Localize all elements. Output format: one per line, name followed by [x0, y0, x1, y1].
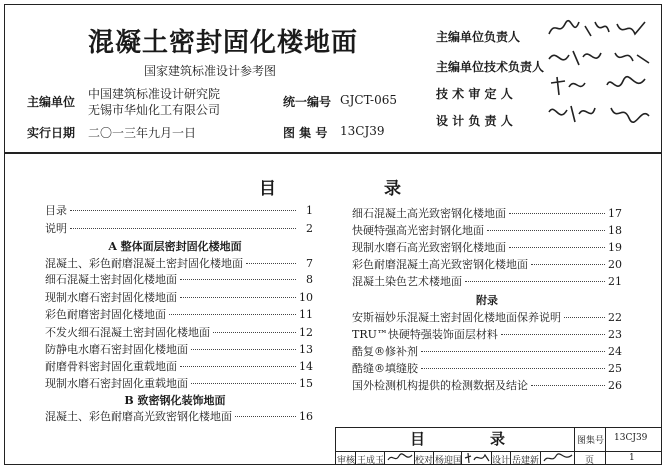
signature-4 [545, 100, 655, 128]
atlas-value: 13CJ39 [340, 124, 385, 138]
title-block-title-left: 目 [410, 430, 426, 448]
title-block-atlas-value: 13CJ39 [614, 433, 648, 443]
check-label: 校对 [415, 456, 434, 466]
page-label: 页 [585, 456, 595, 466]
role-tech-review: 技 术 审 定 人 [436, 87, 513, 101]
page-value: 1 [629, 453, 635, 463]
toc-entry[interactable]: 目录 1 [45, 204, 313, 217]
toc-entry[interactable]: 彩色耐磨混凝土高光致密钢化楼地面 20 [352, 258, 622, 271]
org-label: 主编单位 [27, 95, 76, 109]
signature-3 [545, 73, 655, 99]
code-label: 统一编号 [283, 95, 332, 109]
title-block-cell-divider-d [433, 451, 434, 465]
role-tech-chief: 主编单位技术负责人 [436, 60, 545, 74]
title-block-title-right: 录 [490, 430, 506, 448]
toc-entry[interactable]: 安斯福妙乐混凝土密封固化楼地面保养说明 22 [352, 311, 622, 324]
title-block-cell-divider-g [510, 451, 511, 465]
toc-entry[interactable]: 彩色耐磨密封固化楼地面 11 [45, 308, 313, 321]
toc-entry[interactable]: 不发火细石混凝土密封固化楼地面 12 [45, 326, 313, 339]
checker-name: 杨迎国 [435, 456, 463, 466]
title-block-atlas-label: 图集号 [577, 436, 605, 446]
toc-entry[interactable]: 酷缝®填缝胶 25 [352, 362, 622, 375]
review-label: 审核 [337, 456, 356, 466]
title-block-cell-divider-h [540, 451, 541, 465]
toc-entry[interactable]: 混凝土、彩色耐磨高光致密钢化楼地面 16 [45, 410, 313, 423]
atlas-label: 图 集 号 [283, 126, 328, 140]
role-design-chief: 设 计 负 责 人 [436, 114, 513, 128]
toc-entry[interactable]: 酷复®修补剂 24 [352, 345, 622, 358]
title-block-col-divider-1 [574, 427, 575, 465]
org-line1: 中国建筑标准设计研究院 [88, 87, 221, 101]
signature-2 [545, 45, 655, 71]
signature-1 [545, 16, 655, 42]
toc-section-a: A 整体面层密封固化楼地面 [108, 240, 242, 253]
title-block-col-divider-2 [605, 427, 606, 465]
title-block-cell-divider-a [355, 451, 356, 465]
toc-heading-left: 目 [259, 179, 276, 199]
design-label: 设计 [492, 456, 511, 466]
toc-entry[interactable]: 混凝土、彩色耐磨混凝土密封固化楼地面 7 [45, 257, 313, 270]
designer-signature [542, 452, 574, 464]
header-divider [4, 152, 662, 154]
reviewer-name: 王成玉 [357, 456, 385, 466]
document-subtitle: 国家建筑标准设计参考图 [144, 64, 277, 78]
toc-entry[interactable]: 防静电水磨石密封固化楼地面 13 [45, 343, 313, 356]
toc-entry[interactable]: 细石混凝土密封固化楼地面 8 [45, 273, 313, 286]
code-value: GJCT-065 [340, 93, 397, 107]
document-title: 混凝土密封固化楼地面 [88, 28, 359, 58]
toc-entry[interactable]: 国外检测机构提供的检测数据及结论 26 [352, 379, 622, 392]
toc-entry[interactable]: TRU™快硬特强装饰面层材料 23 [352, 328, 622, 341]
toc-entry[interactable]: 现制水磨石密封固化楼地面 10 [45, 291, 313, 304]
toc-entry[interactable]: 混凝土染色艺术楼地面 21 [352, 275, 622, 288]
designer-name: 岳建新 [512, 456, 540, 466]
title-block-cell-divider-b [384, 451, 385, 465]
toc-section-b: B 致密钢化装饰地面 [124, 394, 226, 407]
toc-entry[interactable]: 快硬特强高光密封钢化地面 18 [352, 224, 622, 237]
toc-entry[interactable]: 现制水磨石密封固化重载地面 15 [45, 377, 313, 390]
checker-signature [463, 452, 491, 464]
toc-entry[interactable]: 现制水磨石高光致密钢化楼地面 19 [352, 241, 622, 254]
org-line2: 无锡市华灿化工有限公司 [88, 103, 221, 117]
toc-entry[interactable]: 说明 2 [45, 222, 313, 235]
toc-entry[interactable]: 耐磨骨料密封固化重载地面 14 [45, 360, 313, 373]
toc-heading-right: 录 [384, 179, 401, 199]
reviewer-signature [386, 452, 414, 464]
toc-entry[interactable]: 细石混凝土高光致密钢化楼地面 17 [352, 207, 622, 220]
date-label: 实行日期 [27, 126, 76, 140]
role-chief-unit: 主编单位负责人 [436, 30, 521, 44]
toc-section-appendix: 附录 [476, 294, 498, 307]
date-value: 二〇一三年九月一日 [88, 126, 197, 140]
